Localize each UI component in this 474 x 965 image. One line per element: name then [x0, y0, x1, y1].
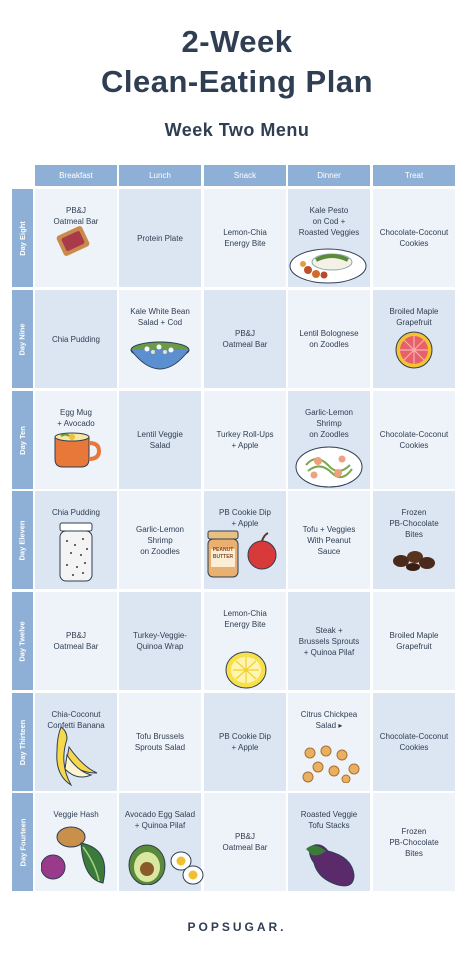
- meal-label: Steak + Brussels Sprouts + Quinoa Pilaf: [298, 625, 360, 657]
- menu-cell-treat: [373, 693, 455, 791]
- menu-cell-breakfast: [35, 189, 117, 287]
- menu-cell-treat: [373, 491, 455, 589]
- menu-cell-lunch: [119, 189, 201, 287]
- menu-cell-lunch: [119, 693, 201, 791]
- shrimp-zoodles-icon: [294, 445, 364, 492]
- menu-cell-dinner: [288, 290, 370, 388]
- menu-cell-snack: [204, 391, 286, 489]
- row-header-day-fourteen: [12, 793, 33, 891]
- menu-cell-lunch: [119, 290, 201, 388]
- meal-label: Egg Mug + Avocado: [57, 408, 95, 428]
- row-header-label: Day Eight: [18, 220, 27, 256]
- menu-cell-breakfast: [35, 290, 117, 388]
- avocado-egg-icon: [125, 839, 205, 888]
- menu-cell-treat: [373, 793, 455, 891]
- grapefruit-icon: [392, 330, 436, 373]
- banana-icon: [51, 725, 103, 792]
- row-header-day-ten: [12, 391, 33, 489]
- menu-cell-lunch: [119, 793, 201, 891]
- meal-label: Chocolate-Coconut Cookies: [379, 430, 449, 450]
- menu-cell-breakfast: [35, 592, 117, 690]
- meal-label: Garlic-Lemon Shrimp on Zoodles: [304, 408, 353, 439]
- menu-cell-snack: [204, 491, 286, 589]
- salad-bowl-icon: [129, 340, 191, 383]
- meal-label: Tofu Brussels Sprouts Salad: [134, 732, 186, 752]
- meal-label: PB&J Oatmeal Bar: [53, 631, 99, 651]
- column-header-lunch: Lunch: [119, 165, 201, 186]
- row-header-day-thirteen: [12, 693, 33, 791]
- column-header-snack: Snack: [204, 165, 286, 186]
- meal-label: PB&J Oatmeal Bar: [222, 329, 268, 349]
- column-header-treat: Treat: [373, 165, 455, 186]
- cod-plate-icon: [288, 244, 368, 287]
- row-header-day-nine: [12, 290, 33, 388]
- menu-cell-dinner: [288, 189, 370, 287]
- menu-cell-breakfast: [35, 491, 117, 589]
- chia-jar-icon: [57, 521, 95, 588]
- menu-cell-dinner: [288, 592, 370, 690]
- row-header-label: Day Nine: [18, 322, 28, 356]
- menu-cell-snack: [204, 693, 286, 791]
- column-header-dinner: Dinner: [288, 165, 370, 186]
- meal-label: Tofu + Veggies With Peanut Sauce: [302, 524, 356, 556]
- egg-mug-icon: [51, 431, 101, 472]
- menu-cell-treat: [373, 391, 455, 489]
- menu-cell-snack: [204, 592, 286, 690]
- meal-label: PB&J Oatmeal Bar: [53, 206, 99, 226]
- row-header-day-eleven: [12, 491, 33, 589]
- menu-cell-snack: [204, 793, 286, 891]
- meal-label: Lentil Bolognese on Zoodles: [299, 329, 359, 349]
- menu-cell-breakfast: [35, 793, 117, 891]
- menu-cell-breakfast: [35, 391, 117, 489]
- meal-label: Kale White Bean Salad + Cod: [130, 307, 190, 327]
- menu-cell-snack: [204, 290, 286, 388]
- meal-label: Broiled Maple Grapefruit: [389, 307, 439, 327]
- menu-cell-breakfast: [35, 693, 117, 791]
- meal-label: Chocolate-Coconut Cookies: [379, 228, 449, 248]
- menu-cell-treat: [373, 592, 455, 690]
- meal-label: Avocado Egg Salad + Quinoa Pilaf: [124, 810, 196, 830]
- row-header-label: Day Eleven: [18, 519, 27, 561]
- meal-label: Chia Pudding: [51, 508, 101, 517]
- menu-cell-lunch: [119, 491, 201, 589]
- title-line-1: 2-Week: [181, 24, 293, 59]
- row-header-label: Day Ten: [18, 425, 27, 455]
- row-header-day-twelve: [12, 592, 33, 690]
- meal-label: PB Cookie Dip + Apple: [218, 508, 272, 528]
- meal-label: Broiled Maple Grapefruit: [389, 631, 439, 651]
- row-header-label: Day Twelve: [18, 620, 27, 662]
- title-line-2: Clean-Eating Plan: [100, 64, 374, 99]
- brand-logo: POPSUGAR.: [187, 920, 287, 934]
- menu-cell-lunch: [119, 391, 201, 489]
- meal-label: Lemon-Chia Energy Bite: [223, 609, 267, 629]
- meal-label: Roasted Veggie Tofu Stacks: [300, 810, 358, 830]
- meal-label: Garlic-Lemon Shrimp on Zoodles: [135, 524, 184, 556]
- subtitle: Week Two Menu: [164, 120, 310, 140]
- menu-cell-dinner: [288, 793, 370, 891]
- pbj-toast-icon: [53, 226, 93, 259]
- menu-cell-snack: [204, 189, 286, 287]
- menu-cell-lunch: [119, 592, 201, 690]
- lemon-icon: [224, 650, 268, 693]
- row-header-label: Day Thirteen: [18, 719, 27, 765]
- meal-label: Lemon-Chia Energy Bite: [223, 228, 267, 248]
- meal-label: Protein Plate: [137, 233, 183, 243]
- meal-label: Kale Pesto on Cod + Roasted Veggies: [298, 206, 360, 237]
- menu-cell-treat: [373, 290, 455, 388]
- menu-cell-dinner: [288, 693, 370, 791]
- menu-cell-dinner: [288, 491, 370, 589]
- meal-label: Turkey Roll-Ups + Apple: [216, 430, 274, 450]
- eggplant-icon: [302, 839, 358, 890]
- menu-cell-dinner: [288, 391, 370, 489]
- meal-label: Lentil Veggie Salad: [137, 430, 183, 450]
- meal-label: Citrus Chickpea Salad ▸: [300, 710, 358, 730]
- meal-label: Veggie Hash: [53, 810, 99, 819]
- meal-label: Chia-Coconut Confetti Banana: [47, 710, 105, 730]
- meal-label: Turkey-Veggie- Quinoa Wrap: [133, 631, 187, 651]
- meal-label: Chocolate-Coconut Cookies: [379, 732, 449, 752]
- chocolate-bites-icon: [391, 547, 437, 574]
- row-header-day-eight: [12, 189, 33, 287]
- meal-label: Frozen PB-Chocolate Bites: [389, 508, 439, 539]
- peanut-butter-label: PEANUT BUTTER: [212, 547, 234, 560]
- veggies-icon: [41, 823, 113, 888]
- column-header-breakfast: Breakfast: [35, 165, 117, 186]
- meal-label: Chia Pudding: [51, 334, 101, 344]
- meal-label: Frozen PB-Chocolate Bites: [389, 826, 439, 858]
- row-header-label: Day Fourteen: [18, 818, 27, 866]
- meal-label: PB Cookie Dip + Apple: [218, 732, 272, 752]
- chickpeas-icon: [300, 745, 360, 786]
- menu-cell-treat: [373, 189, 455, 287]
- meal-label: PB&J Oatmeal Bar: [222, 832, 268, 852]
